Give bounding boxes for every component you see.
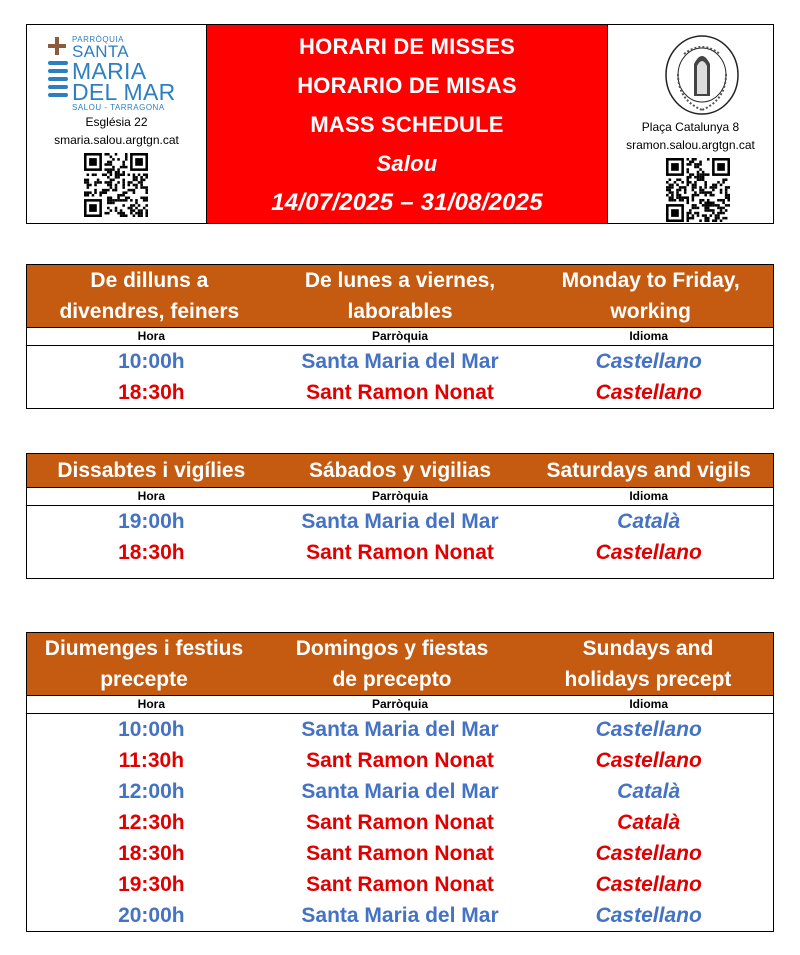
santa-maria-web: smaria.salou.argtgn.cat [54, 133, 179, 147]
mass-language: Castellano [595, 873, 702, 896]
column-headers [27, 488, 773, 506]
table-row [27, 714, 773, 745]
col-parroquia: Parròquia [372, 489, 429, 503]
title-en: Saturdays and vigils [546, 459, 751, 482]
mass-language: Castellano [595, 350, 702, 373]
schedule-sundays [26, 632, 774, 932]
schedule-rows [27, 714, 773, 931]
col-parroquia: Parròquia [372, 329, 429, 343]
qr-code-icon [84, 153, 148, 217]
title-catalan: HORARI DE MISSES [299, 33, 515, 59]
mass-language: Català [617, 510, 681, 533]
parish-name: Santa Maria del Mar [301, 718, 499, 741]
title-es: De lunes a viernes, laborables [304, 269, 496, 323]
table-row [27, 377, 773, 408]
table-row [27, 346, 773, 377]
col-parroquia: Parròquia [372, 697, 429, 711]
title-ca: De dilluns a divendres, feiners [59, 269, 240, 323]
schedule-weekdays [26, 264, 774, 409]
table-row [27, 745, 773, 776]
mass-language: Castellano [595, 842, 702, 865]
column-headers [27, 328, 773, 346]
table-row [27, 869, 773, 900]
table-row [27, 776, 773, 807]
mass-language: Castellano [595, 541, 702, 564]
col-hora: Hora [137, 329, 165, 343]
mass-time: 18:30h [118, 381, 185, 404]
column-headers [27, 696, 773, 714]
mass-time: 12:30h [118, 811, 185, 834]
cross-icon [48, 37, 66, 55]
title-spanish: HORARIO DE MISAS [297, 72, 517, 98]
mass-time: 12:00h [118, 780, 185, 803]
title-english: MASS SCHEDULE [310, 111, 504, 137]
col-hora: Hora [137, 697, 165, 711]
mass-time: 10:00h [118, 718, 185, 741]
santa-maria-block [27, 25, 207, 223]
mass-language: Castellano [595, 718, 702, 741]
parish-name: Santa Maria del Mar [301, 780, 499, 803]
sant-ramon-address: Plaça Catalunya 8 [641, 120, 740, 134]
schedule-rows [27, 346, 773, 408]
schedule-title [27, 454, 773, 488]
title-es: Sábados y vigilias [308, 459, 492, 482]
parish-name: Santa Maria del Mar [301, 350, 499, 373]
title-en: Monday to Friday, working [561, 269, 740, 323]
logo-sub: SALOU - TARRAGONA [72, 103, 165, 112]
col-idioma: Idioma [629, 329, 669, 343]
title-ca: Dissabtes i vigílies [57, 459, 246, 482]
mass-language: Castellano [595, 749, 702, 772]
santa-maria-address: Església 22 [85, 115, 148, 129]
sant-ramon-seal [664, 34, 740, 116]
parish-name: Sant Ramon Nonat [306, 842, 494, 865]
col-hora: Hora [137, 489, 165, 503]
mass-time: 19:00h [118, 510, 185, 533]
mass-language: Català [617, 780, 681, 803]
schedule-title [27, 265, 773, 328]
qr-code-icon [666, 158, 730, 222]
mass-language: Castellano [595, 381, 702, 404]
sant-ramon-web: sramon.salou.argtgn.cat [626, 138, 755, 152]
table-row [27, 838, 773, 869]
mass-time: 18:30h [118, 541, 185, 564]
logo-line-3: DEL MAR [72, 79, 176, 105]
title-en: Sundays and holidays precept [564, 637, 732, 691]
parish-name: Sant Ramon Nonat [306, 811, 494, 834]
parish-name: Sant Ramon Nonat [306, 873, 494, 896]
table-row [27, 900, 773, 931]
date-range: 14/07/2025 – 31/08/2025 [271, 188, 543, 216]
logo-line-2: MARIA [72, 58, 147, 84]
city-name: Salou [376, 150, 438, 176]
table-row [27, 537, 773, 568]
schedule-saturdays [26, 453, 774, 579]
schedule-title [27, 633, 773, 696]
mass-time: 18:30h [118, 842, 185, 865]
parish-name: Sant Ramon Nonat [306, 749, 494, 772]
mass-time: 19:30h [118, 873, 185, 896]
mass-time: 10:00h [118, 350, 185, 373]
logo-line-1: SANTA [72, 42, 129, 61]
header-box [26, 24, 774, 224]
logo-parroquia: PARRÒQUIA [72, 35, 124, 44]
col-idioma: Idioma [629, 489, 669, 503]
title-block [207, 25, 608, 223]
col-idioma: Idioma [629, 697, 669, 711]
santa-maria-del-mar-logo [46, 31, 196, 111]
mass-time: 11:30h [118, 749, 185, 772]
parish-name: Santa Maria del Mar [301, 510, 499, 533]
mass-language: Català [617, 811, 681, 834]
mass-time: 20:00h [118, 904, 185, 927]
sant-ramon-block [608, 25, 773, 223]
schedule-rows [27, 506, 773, 578]
title-ca: Diumenges i festius precepte [44, 637, 244, 691]
title-es: Domingos y fiestas de precepto [295, 637, 489, 691]
mass-language: Castellano [595, 904, 702, 927]
table-row [27, 506, 773, 537]
table-row [27, 807, 773, 838]
waves-icon [48, 61, 68, 105]
parish-name: Sant Ramon Nonat [306, 381, 494, 404]
parish-name: Santa Maria del Mar [301, 904, 499, 927]
parish-name: Sant Ramon Nonat [306, 541, 494, 564]
